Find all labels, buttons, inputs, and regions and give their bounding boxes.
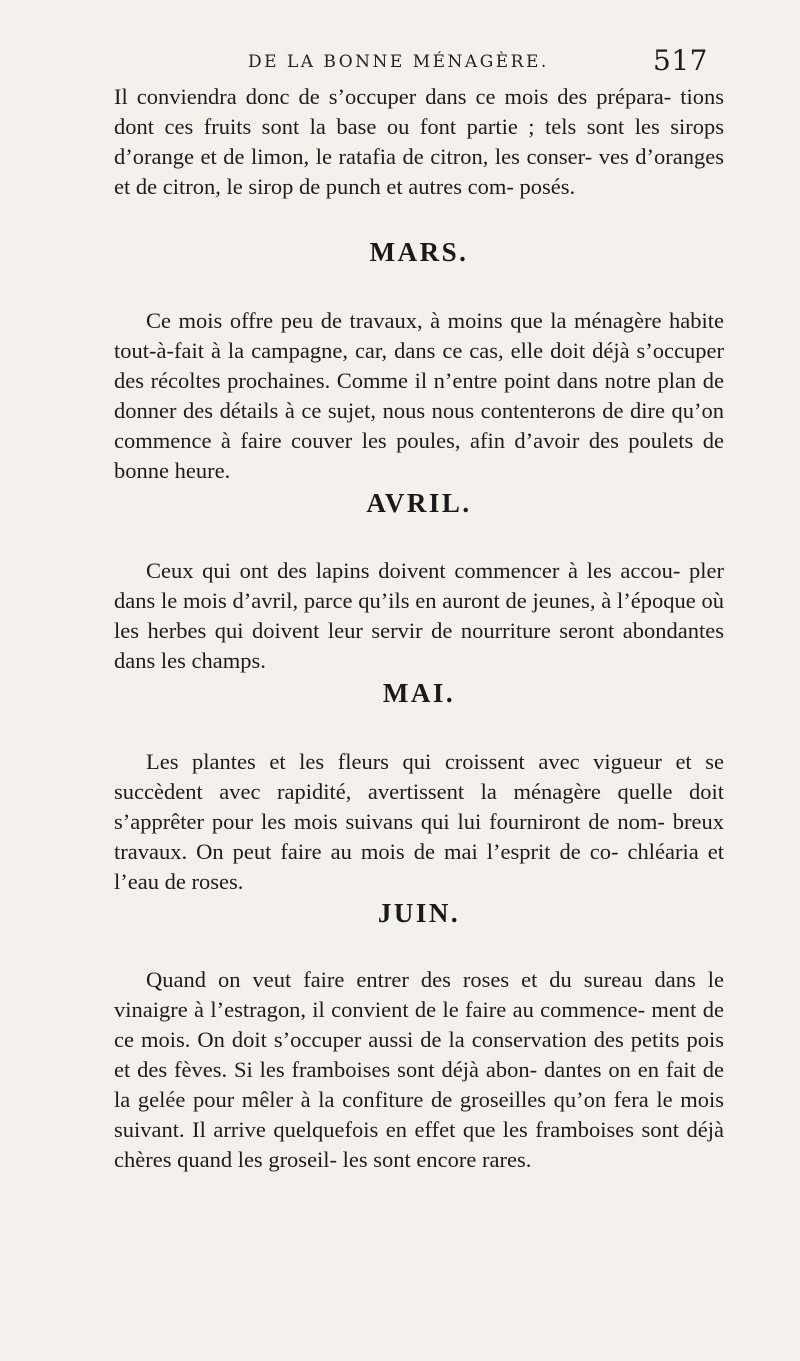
section-paragraph-avril: Ceux qui ont des lapins doivent commencer à les accou- pler dans le mois d’avril, parce qu’ils en auront de jeunes, à l’époque où les herbes qui doivent leur servir de nourriture seront abondantes dans les champs. — [114, 558, 724, 673]
page-number: 517 — [653, 44, 708, 77]
section-heading-mai: MAI. — [382, 678, 456, 708]
section-heading-avril: AVRIL. — [366, 488, 472, 518]
section-paragraph-mars: Ce mois offre peu de travaux, à moins que la ménagère habite tout-à-fait à la campagne, car, dans ce cas, elle doit déjà s’occuper des récoltes prochaines. Comme il n’entre point dans notre plan de donner des détails à ce sujet, nous nous contenterons de dire qu’on commence à faire couver les poules, afin d’avoir des poulets de bonne heure. — [114, 308, 724, 483]
section-paragraph-mai: Les plantes et les fleurs qui croissent avec vigueur et se succèdent avec rapidité, avertissent la ménagère quelle doit s’apprêter pour les mois suivans qui lui fourniront de nom- breux travaux. On peut faire au mois de mai l’esprit de co- chléaria et l’eau de roses. — [114, 749, 724, 894]
running-head: DE LA BONNE MÉNAGÈRE. — [248, 52, 549, 72]
section-paragraph-juin: Quand on veut faire entrer des roses et du sureau dans le vinaigre à l’estragon, il convient de le faire au commence- ment de ce mois. On doit s’occuper aussi de la conservation des petits pois et des fèves. Si les framboises sont déjà abon- dantes on en fait de la gelée pour mêler à la confiture de groseilles qu’on fera le mois suivant. Il arrive quelquefois en effet que les framboises sont déjà chères quand les groseil- les sont encore rares. — [114, 967, 724, 1172]
section-heading-mars: MARS. — [369, 237, 469, 267]
intro-paragraph: Il conviendra donc de s’occuper dans ce mois des prépara- tions dont ces fruits sont la base ou font partie ; tels sont les sirops d’orange et de limon, le ratafia de citron, les conser- ves d’oranges et de citron, le sirop de punch et autres com- posés. — [114, 84, 724, 199]
section-heading-juin: JUIN. — [377, 898, 461, 928]
